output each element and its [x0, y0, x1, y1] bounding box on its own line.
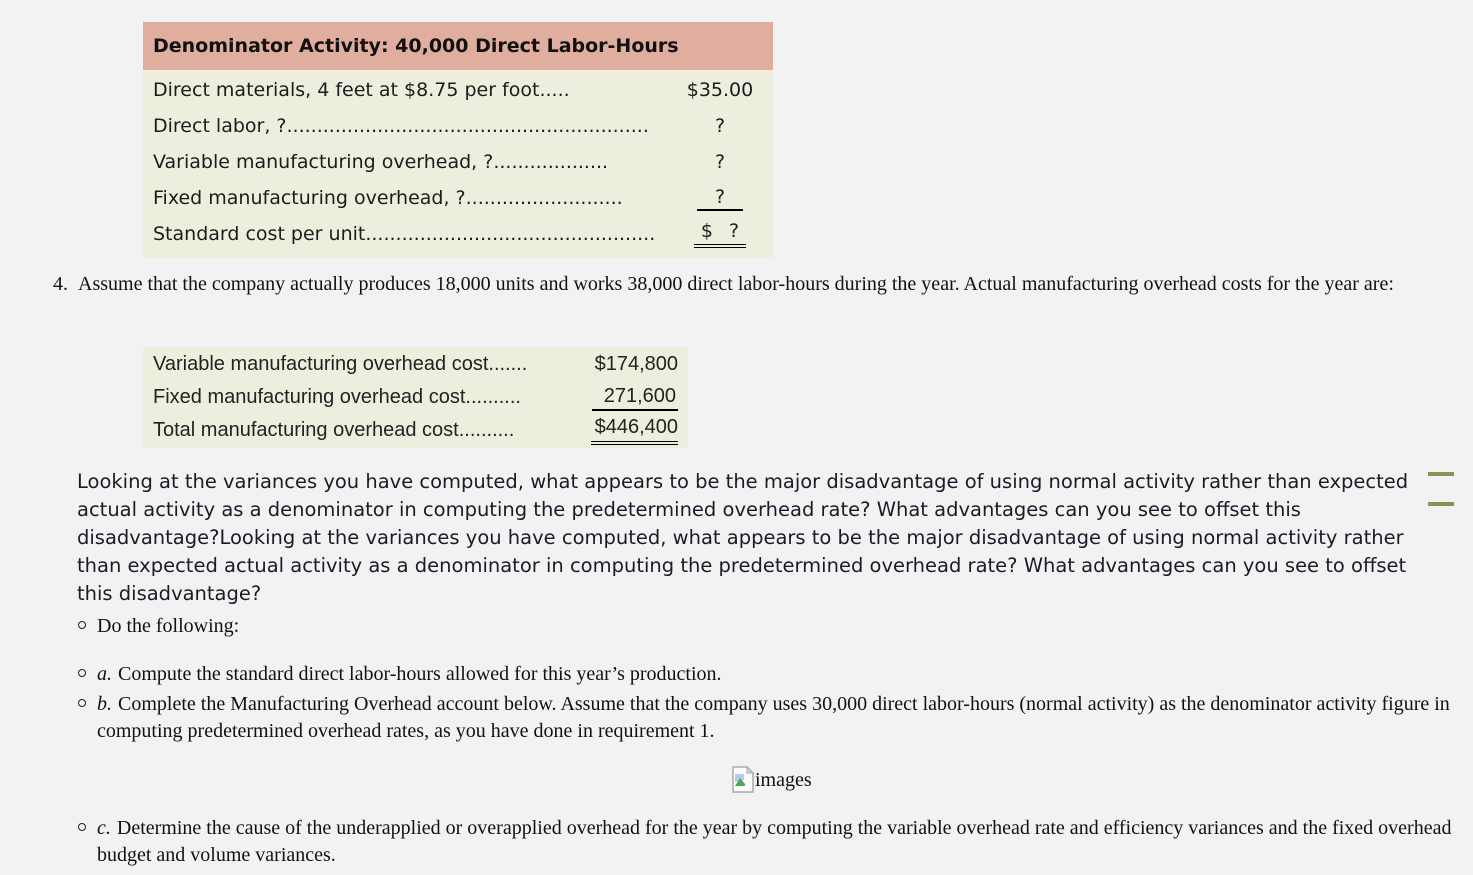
row-value: ? — [714, 151, 726, 173]
row-label: Standard cost per unit................................................ — [153, 223, 656, 245]
bullet-body: Complete the Manufacturing Overhead account below. Assume that the company uses 30,000 direct labor-hours (normal activity) as the denominator activity figure in computing predetermined overhead rates, as you have done in requirement 1. — [97, 693, 1450, 742]
standard-cost-table-header: Denominator Activity: 40,000 Direct Labor-Hours — [143, 22, 773, 70]
bullet-text — [97, 815, 1473, 869]
broken-image-icon — [731, 766, 755, 794]
row-label: Direct materials, 4 feet at $8.75 per foot..... — [153, 79, 570, 101]
bullet-letter: b. — [97, 693, 112, 715]
overhead-cost-table — [143, 347, 688, 448]
bullet-letter: a. — [97, 663, 112, 685]
table-row — [153, 414, 678, 447]
selection-dash-icon — [1428, 472, 1454, 476]
underlined-value: 271,600 — [592, 385, 678, 411]
table-row — [153, 144, 763, 180]
bullet-circle-icon — [78, 699, 86, 707]
row-label: Fixed manufacturing overhead, ?.......................... — [153, 187, 623, 209]
row-label: Direct labor, ?............................................................ — [153, 115, 649, 137]
row-label: Total manufacturing overhead cost.......... — [153, 419, 515, 441]
bullet-b — [78, 691, 1456, 745]
bullet-text — [97, 661, 978, 688]
bullet-do-the-following — [78, 613, 478, 640]
bullet-body: Determine the cause of the underapplied or overapplied overhead for the year by computing the variable overhead rate and efficiency variances and the fixed overhead budget and volume variances. — [97, 817, 1452, 866]
question-paragraph: Looking at the variances you have computed, what appears to be the major disadvantage of using normal activity rather than expected actual activity as a denominator in computing the predetermined overhead rate? What advantages can you see to offset this disadvantage?Looking at the variances you have computed, what appears to be the major disadvantage of using normal activity rather than expected actual activity as a denominator in computing the predetermined overhead rate? What advantages can you see to offset this disadvantage? — [77, 470, 1409, 605]
row-value — [677, 186, 763, 211]
bullet-text — [97, 691, 1456, 745]
row-value — [574, 416, 678, 445]
row-value: $35.00 — [686, 79, 754, 101]
row-label: Fixed manufacturing overhead cost.......... — [153, 386, 521, 408]
row-value — [677, 220, 763, 248]
table-row — [153, 180, 763, 216]
row-label: Variable manufacturing overhead cost....... — [153, 353, 528, 375]
row-label: Variable manufacturing overhead, ?................... — [153, 151, 609, 173]
bullet-circle-icon — [78, 621, 86, 629]
standard-cost-table-body — [143, 70, 773, 258]
double-underlined-value: $446,400 — [591, 416, 678, 445]
table-row — [153, 216, 763, 252]
bullet-circle-icon — [78, 823, 86, 831]
row-value: $174,800 — [594, 353, 678, 375]
bullet-c — [78, 815, 1473, 869]
bullet-body: Compute the standard direct labor-hours allowed for this year’s production. — [118, 663, 722, 685]
row-value: ? — [714, 115, 726, 137]
table-row — [153, 108, 763, 144]
item-number: 4. — [53, 273, 68, 295]
table-row — [153, 381, 678, 414]
broken-image-placeholder — [731, 762, 812, 798]
broken-image-alt-text: images — [755, 768, 812, 791]
table-row — [153, 72, 763, 108]
bullet-a — [78, 661, 978, 688]
selection-dash-icon — [1428, 502, 1454, 506]
double-underlined-value: $ ? — [694, 220, 746, 248]
row-value — [574, 385, 678, 411]
item-text: Assume that the company actually produces 18,000 units and works 38,000 direct labor-hours during the year. Actual manufacturing overhead costs for the year are: — [78, 273, 1394, 295]
bullet-letter: c. — [97, 817, 111, 839]
table-row — [153, 348, 678, 381]
underlined-value: ? — [697, 186, 743, 211]
bullet-text: Do the following: — [97, 615, 240, 637]
numbered-item-4 — [53, 270, 1448, 299]
standard-cost-table — [143, 22, 773, 258]
bullet-circle-icon — [78, 669, 86, 677]
